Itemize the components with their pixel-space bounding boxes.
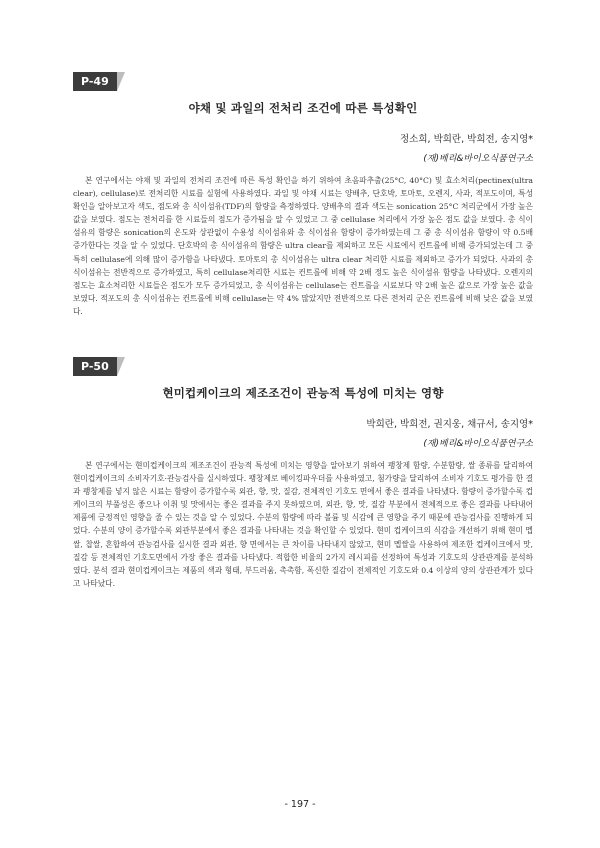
abstract-p49	[73, 72, 533, 318]
abstract-affiliation: (재)베리&바이오식품연구소	[423, 439, 533, 449]
abstract-id: P-49	[81, 75, 109, 88]
abstract-title: 현미컵케이크의 제조조건이 관능적 특성에 미치는 영향	[162, 386, 444, 400]
badge-tail-decoration	[117, 357, 125, 376]
abstract-id-badge	[73, 357, 117, 376]
abstract-p50	[73, 357, 533, 590]
abstract-title: 야채 및 과일의 전처리 조건에 따른 특성확인	[188, 101, 418, 115]
abstract-id: P-50	[81, 360, 109, 373]
badge-tail-decoration	[117, 72, 125, 91]
abstract-authors: 박희란, 박희전, 권지웅, 채규서, 송지영*	[366, 419, 533, 430]
abstract-body: 본 연구에서는 야채 및 과일의 전처리 조건에 따른 특성 확인을 하기 위하여 초음파추출(25°C, 40°C) 및 효소처리(pectinex(ultra clear), cellulase)로 전처리한 시료를 실험에 사용하였다. 과일 및 야채 시료는 양배추, 단호박, 토마토, 오렌지, 사과, 적포도이며, 특성확인을 알아보고자 색도, 점도와 총 식이섬유(TDF)의 함량을 측정하였다. 양배추의 결과 색도는 sonication 25°C 처리군에서 가장 높은 값을 보였다. 점도는 전처리를 한 시료들의 점도가 증가됨을 알 수 있었고 그 중 cellulase 처리에서 가장 높은 점도 값을 보였다. 총 식이섬유의 함량은 sonication의 온도와 상관없이 수용성 식이섬유와 총 식이섬유 함량이 증가하였는데 그 중 총 식이섬유 함량이 약 0.5배 증가한다는 것을 알 수 있었다. 단호박의 총 식이섬유의 함량은 ultra clear를 제외하고 모든 시료에서 컨트롤에 비해 증가되었는데 그 중 특히 cellulase에 의해 많이 증가함을 나타냈다. 토마토의 총 식이섬유는 ultra clear 처리한 시료를 제외하고 증가가 되었다. 사과의 총 식이섬유는 전반적으로 증가하였고, 특히 cellulase처리한 시료는 컨트롤에 비해 약 2배 정도 높은 식이섬유 함량을 나타냈다. 오렌지의 점도는 효소처리한 시료들은 점도가 모두 증가되었고, 총 식이섬유는 cellulase는 컨트롤을 시료보다 약 2배 높은 값으로 가장 높은 값을 보였다. 적포도의 총 식이섬유는 컨트롤에 비해 cellulase는 약 4% 많았지만 전반적으로 다른 전처리 군은 컨트롤에 비해 낮은 값을 보였다.	[73, 176, 533, 316]
abstract-authors: 정소희, 박희란, 박희전, 송지영*	[400, 134, 533, 145]
abstract-body: 본 연구에서는 현미컵케이크의 제조조건이 관능적 특성에 미치는 영향을 알아보기 위하여 팽창제 함량, 수분함량, 쌀 종류를 달리하여 현미컵케이크의 소비자기호·관능검사를 실시하였다. 팽창제로 베이킹파우더를 사용하였고, 첨가량을 달리하여 소비자 기호도 평가를 한 결과 팽창제를 넣지 않은 시료는 함량이 증가할수록 외관, 향, 맛, 질감, 전체적인 기호도 면에서 좋은 결과를 나타냈다. 함량이 증가할수록 컵케이크의 부풀성은 좋으나 이취 및 맛에서는 좋은 결과를 주지 못하였으며, 외관, 향, 맛, 질감 부분에서 전체적으로 좋은 결과를 나타내어 제품에 긍정적인 영향을 줄 수 있는 것을 알 수 있었다. 수분의 함량에 따라 볼륨 및 식감에 큰 영향을 주기 때문에 관능검사를 진행하게 되었다. 수분의 양이 증가할수록 외관부분에서 좋은 결과를 나타내는 것을 확인할 수 있었다. 현미 컵케이크의 식감을 개선하기 위해 현미 멥쌀, 찹쌀, 혼합하여 관능검사를 실시한 결과 외관, 향 면에서는 큰 차이를 나타내지 않았고, 현미 멥쌀을 사용하여 제조한 컵케이크에서 맛, 질감 등 전체적인 기호도면에서 가장 좋은 결과를 나타냈다. 적합한 비율의 2가지 레시피를 선정하여 특성과 기호도의 상관관계를 분석하였다. 분석 결과 현미컵케이크는 제품의 색과 형태, 부드러움, 촉촉함, 폭신한 질감이 전체적인 기호도와 0.4 이상의 양의 상관관계가 있다고 나타났다.	[73, 461, 533, 588]
abstract-affiliation: (재)베리&바이오식품연구소	[423, 154, 533, 164]
page-number: - 197 -	[284, 799, 316, 810]
abstract-id-badge	[73, 72, 117, 91]
